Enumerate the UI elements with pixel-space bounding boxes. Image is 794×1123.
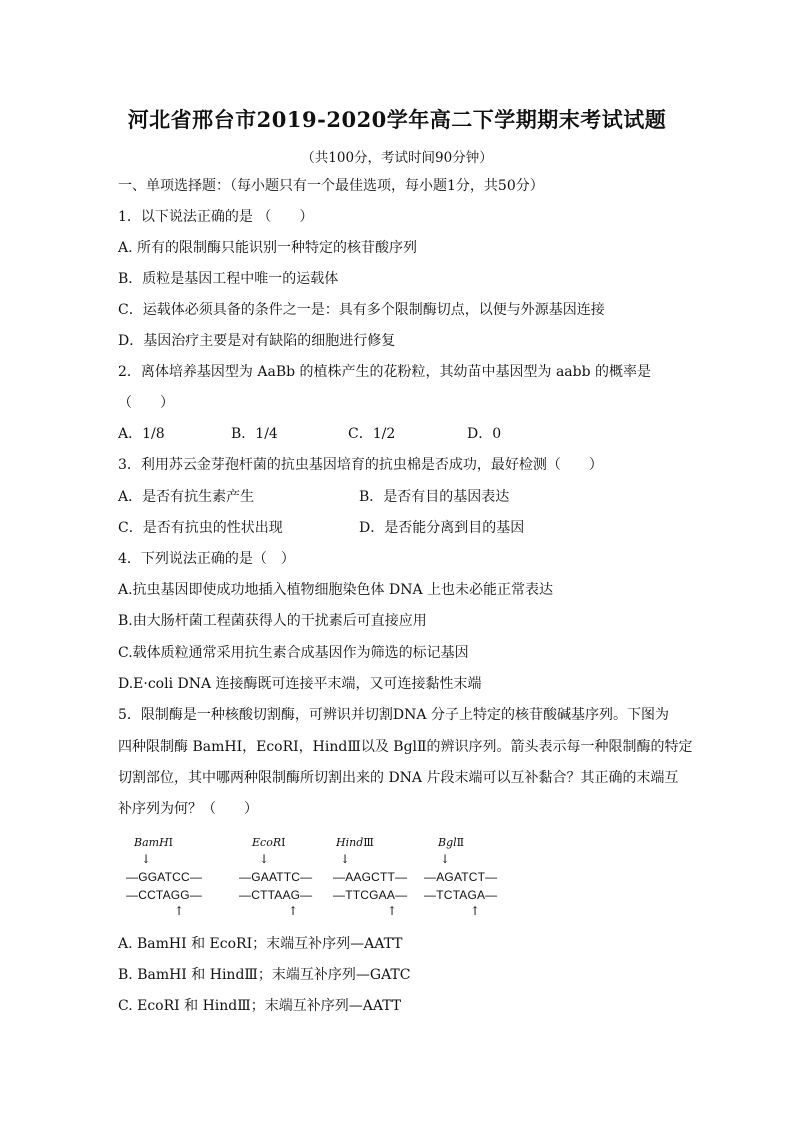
enzyme-name: HindⅢ: [336, 836, 374, 849]
question-5-option-a: A. BamHI 和 EcoRI；末端互补序列—AATT: [118, 936, 403, 952]
question-5-option-c: C. EcoRI 和 HindⅢ；末端互补序列—AATT: [118, 998, 402, 1014]
cut-arrow-down: ↓: [141, 852, 152, 866]
question-2-stem: 2．离体培养基因型为 AaBb 的植株产生的花粉粒，其幼苗中基因型为 aabb 的概率是: [118, 364, 652, 380]
question-2-option-c: C．1/2: [348, 426, 396, 442]
question-1-option-b: B．质粒是基因工程中唯一的运载体: [118, 271, 339, 287]
question-5-option-b: B. BamHI 和 HindⅢ；末端互补序列—GATC: [118, 967, 411, 983]
cut-arrow-down: ↓: [340, 852, 351, 866]
question-3-option-b: B．是否有目的基因表达: [359, 489, 510, 505]
question-2-option-b: B．1/4: [231, 426, 278, 442]
question-2-stem-bracket: （ ）: [118, 395, 174, 411]
question-2-option-a: A．1/8: [118, 426, 165, 442]
question-4-option-b: B.由大肠杆菌工程菌获得人的干扰素后可直接应用: [118, 613, 427, 629]
bottom-strand: —CCTAGG—: [126, 888, 203, 902]
question-3-option-c: C．是否有抗虫的性状出现: [118, 520, 283, 536]
question-5-stem-line-3: 切割部位，其中哪两种限制酶所切割出来的 DNA 片段末端可以互补黏合？其正确的末端互: [118, 770, 679, 786]
bottom-strand: —TCTAGA—: [424, 888, 498, 902]
question-3-stem: 3．利用苏云金芽孢杆菌的抗虫基因培育的抗虫棉是否成功，最好检测（ ）: [118, 457, 603, 473]
cut-arrow-up: ↑: [174, 904, 185, 918]
question-3-option-a: A．是否有抗生素产生: [118, 489, 255, 505]
top-strand: —AAGCTT—: [333, 870, 408, 884]
question-5-stem-line-2: 四种限制酶 BamHI，EcoRI，HindⅢ以及 BglⅡ的辨识序列。箭头表示每一种限制酶的特定: [118, 739, 693, 755]
enzyme-name: BglⅡ: [438, 836, 465, 849]
page-subtitle: （共100分，考试时间90分钟）: [301, 150, 493, 166]
cut-arrow-down: ↓: [440, 852, 451, 866]
question-3-option-d: D．是否能分离到目的基因: [359, 520, 525, 536]
question-4-option-a: A.抗虫基因即使成功地插入植物细胞染色体 DNA 上也未必能正常表达: [118, 582, 554, 598]
bottom-strand: —CTTAAG—: [239, 888, 313, 902]
question-1-stem: 1．以下说法正确的是 （ ）: [118, 209, 314, 225]
question-2-option-d: D．0: [467, 426, 502, 442]
enzyme-name: BamHⅠ: [134, 836, 174, 849]
top-strand: —AGATCT—: [424, 870, 498, 884]
enzyme-name: EcoRⅠ: [252, 836, 286, 849]
bottom-strand: —TTCGAA—: [333, 888, 408, 902]
question-5-stem-line-1: 5．限制酶是一种核酸切割酶，可辨识并切割DNA 分子上特定的核苷酸碱基序列。下图为: [118, 707, 669, 723]
cut-arrow-up: ↑: [387, 904, 398, 918]
cut-arrow-up: ↑: [470, 904, 481, 918]
question-4-option-c: C.载体质粒通常采用抗生素合成基因作为筛选的标记基因: [118, 645, 469, 661]
cut-arrow-down: ↓: [259, 852, 270, 866]
page-title: 河北省邢台市2019-2020学年高二下学期期末考试试题: [127, 107, 667, 132]
question-4-option-d: D.E·coli DNA 连接酶既可连接平末端，又可连接黏性末端: [118, 676, 482, 692]
cut-arrow-up: ↑: [288, 904, 299, 918]
question-1-option-d: D．基因治疗主要是对有缺陷的细胞进行修复: [118, 333, 396, 349]
top-strand: —GGATCC—: [126, 870, 203, 884]
section-heading: 一、单项选择题：（每小题只有一个最佳选项，每小题1分，共50分）: [118, 178, 544, 194]
question-1-option-c: C．运载体必须具备的条件之一是：具有多个限制酶切点，以便与外源基因连接: [118, 302, 605, 318]
question-4-stem: 4．下列说法正确的是（ ）: [118, 551, 295, 567]
question-1-option-a: A. 所有的限制酶只能识别一种特定的核苷酸序列: [118, 240, 418, 256]
question-5-stem-line-4: 补序列为何？（ ）: [118, 801, 258, 817]
top-strand: —GAATTC—: [239, 870, 313, 884]
